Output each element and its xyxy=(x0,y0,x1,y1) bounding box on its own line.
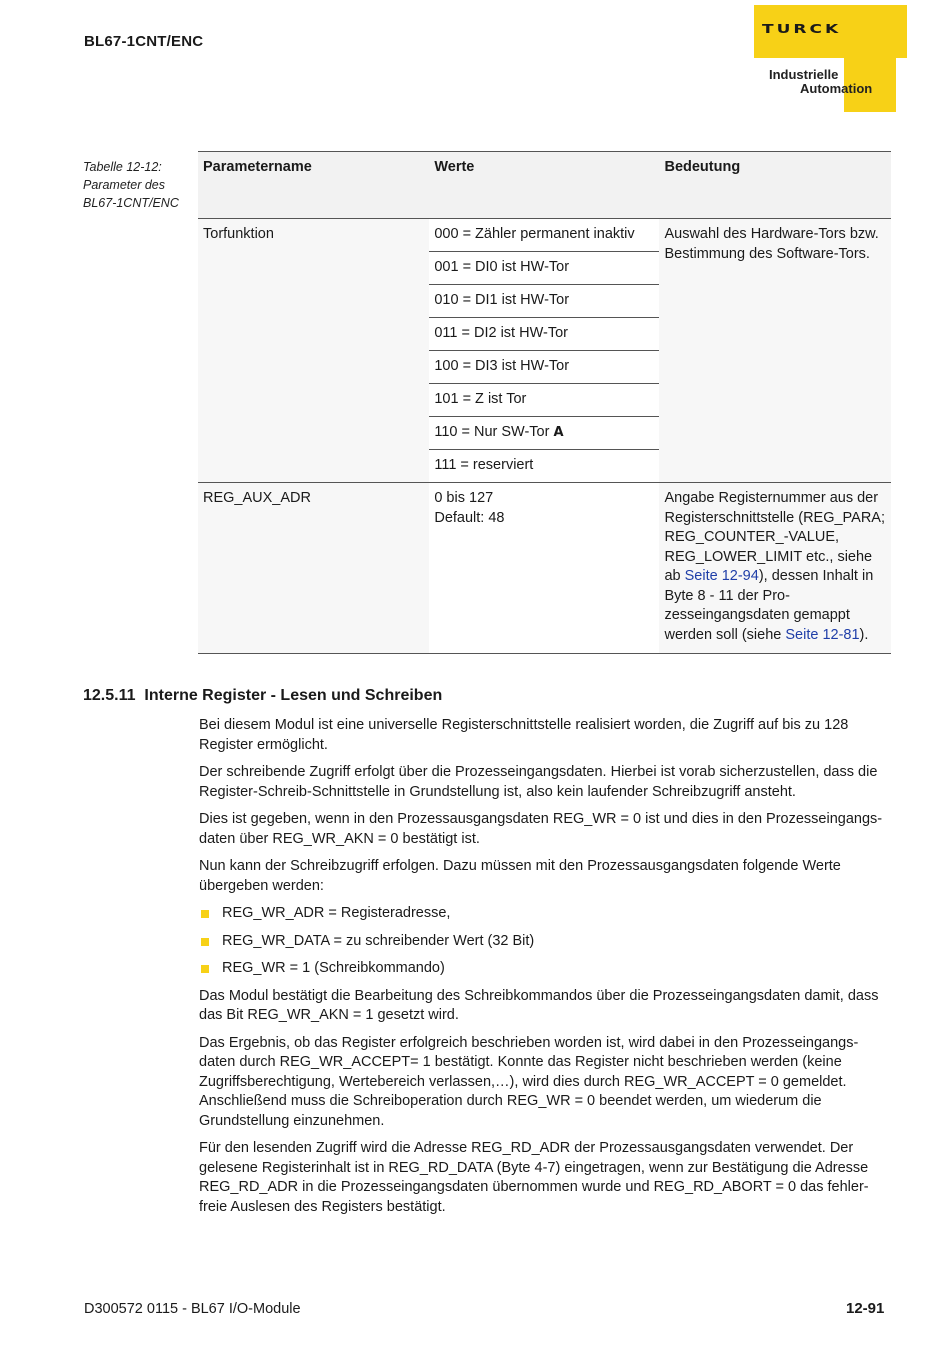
table-row xyxy=(198,483,891,654)
logo-tagline-1: Industrielle xyxy=(769,67,839,82)
footer-document-id: D300572 0115 - BL67 I/O-Module xyxy=(84,1301,301,1317)
paragraph: Dies ist gegeben, wenn in den Prozessausgangsdaten REG_WR = 0 ist und dies in den Prozesseingangs-daten über REG_WR_AKN = 0 bestätigt ist. xyxy=(199,811,883,847)
marker-a: A xyxy=(553,425,564,440)
page-link[interactable]: Seite 12-81 xyxy=(785,626,860,643)
list-item-text: REG_WR_ADR = Registeradresse, xyxy=(222,905,451,921)
table-header-row xyxy=(198,152,891,219)
list-item xyxy=(199,904,891,924)
meaning-text: Angabe Registernummer aus der Registerschnittstelle (REG_PARA; REG_COUNTER_-VALUE, REG_LOWER_LIMIT etc., siehe ab xyxy=(664,490,885,584)
param-value: 001 = DI0 ist HW-Tor xyxy=(429,252,659,285)
param-meaning xyxy=(659,483,891,654)
page-header-title: BL67-1CNT/ENC xyxy=(84,33,204,50)
header-werte: Werte xyxy=(429,152,659,219)
paragraph: Der schreibende Zugriff erfolgt über die Prozesseingangsdaten. Hierbei ist vorab sicherzustellen, dass die Register-Schreib-Schnittstelle in Grundstellung ist, also kein laufender Schreibzugriff ansteht. xyxy=(199,764,878,800)
section-body xyxy=(199,716,891,1225)
square-bullet-icon xyxy=(201,965,209,973)
header-parametername: Parametername xyxy=(198,152,429,219)
section-heading xyxy=(83,687,442,705)
square-bullet-icon xyxy=(201,910,209,918)
logo-tagline-2: Automation xyxy=(800,81,873,96)
bullet-list xyxy=(199,904,891,979)
section-title: Interne Register - Lesen und Schreiben xyxy=(144,687,443,704)
square-bullet-icon xyxy=(201,938,209,946)
param-values xyxy=(429,483,659,654)
paragraph: Bei diesem Modul ist eine universelle Registerschnittstelle realisiert worden, die Zugriff auf bis zu 128 Register ermöglicht. xyxy=(199,717,849,753)
param-value: 100 = DI3 ist HW-Tor xyxy=(429,351,659,384)
footer-page-number: 12-91 xyxy=(846,1300,885,1317)
param-name: Torfunktion xyxy=(198,219,429,483)
header-bedeutung: Bedeutung xyxy=(659,152,891,219)
paragraph: Nun kann der Schreibzugriff erfolgen. Dazu müssen mit den Prozessausgangsdaten folgende Werte übergeben werden: xyxy=(199,858,841,894)
param-value: 0 bis 127 xyxy=(434,490,494,506)
page-link[interactable]: Seite 12-94 xyxy=(684,568,759,584)
logo-brand: TURCK xyxy=(762,21,842,37)
param-value: 010 = DI1 ist HW-Tor xyxy=(429,285,659,318)
table-caption: Tabelle 12-12: Parameter des BL67-1CNT/ENC xyxy=(83,160,179,210)
param-value: 110 = Nur SW-Tor xyxy=(434,424,550,440)
param-value: 111 = reserviert xyxy=(429,450,659,483)
parameter-table xyxy=(198,151,891,654)
meaning-text: ), dessen Inhalt in Byte 8 - 11 der Pro-zesseingangsdaten gemappt werden soll (siehe xyxy=(664,568,874,643)
list-item-text: REG_WR_DATA = zu schreibender Wert (32 Bit) xyxy=(222,932,535,949)
param-value: Default: 48 xyxy=(434,509,505,526)
section-number: 12.5.11 xyxy=(83,687,136,704)
list-item xyxy=(199,932,891,952)
param-value: 011 = DI2 ist HW-Tor xyxy=(429,318,659,351)
param-value: 000 = Zähler permanent inaktiv xyxy=(429,219,659,252)
table-row xyxy=(198,219,891,252)
paragraph: Das Ergebnis, ob das Register erfolgreich beschrieben worden ist, wird dabei in den Prozesseingangs-daten durch REG_WR_ACCEPT= 1 bestätigt. Konnte das Register nicht beschrieben werden (keine Zugriffsberechtigung, Wertebereich verlassen,…), wird dies durch REG_WR_ACCEPT = 0 gemeldet. Anschließend muss die Schreiboperation durch REG_WR = 0 beendet werden, um wiederum die Grundstellung einzunehmen. xyxy=(199,1034,859,1129)
paragraph: Das Modul bestätigt die Bearbeitung des Schreibkommandos über die Prozesseingangsdaten damit, dass das Bit REG_WR_AKN = 1 gesetzt wird. xyxy=(199,987,879,1023)
list-item-text: REG_WR = 1 (Schreibkommando) xyxy=(222,960,445,976)
param-meaning: Auswahl des Hardware-Tors bzw. Bestimmung des Software-Tors. xyxy=(659,219,891,483)
meaning-text: ). xyxy=(859,626,869,643)
param-name: REG_AUX_ADR xyxy=(198,483,429,654)
param-value-with-marker xyxy=(429,417,659,450)
paragraph: Für den lesenden Zugriff wird die Adresse REG_RD_ADR der Prozessausgangsdaten verwendet. Der gelesene Registerinhalt ist in REG_RD_DATA (Byte 4-7) eingetragen, wenn zur Bestätigung die Adresse REG_RD_ADR in die Prozesseingangsdaten übernommen wurde und REG_RD_ABORT = 0 das fehler-freie Auslesen des Registers bestätigt. xyxy=(199,1140,869,1215)
list-item xyxy=(199,959,891,979)
param-value: 101 = Z ist Tor xyxy=(429,384,659,417)
